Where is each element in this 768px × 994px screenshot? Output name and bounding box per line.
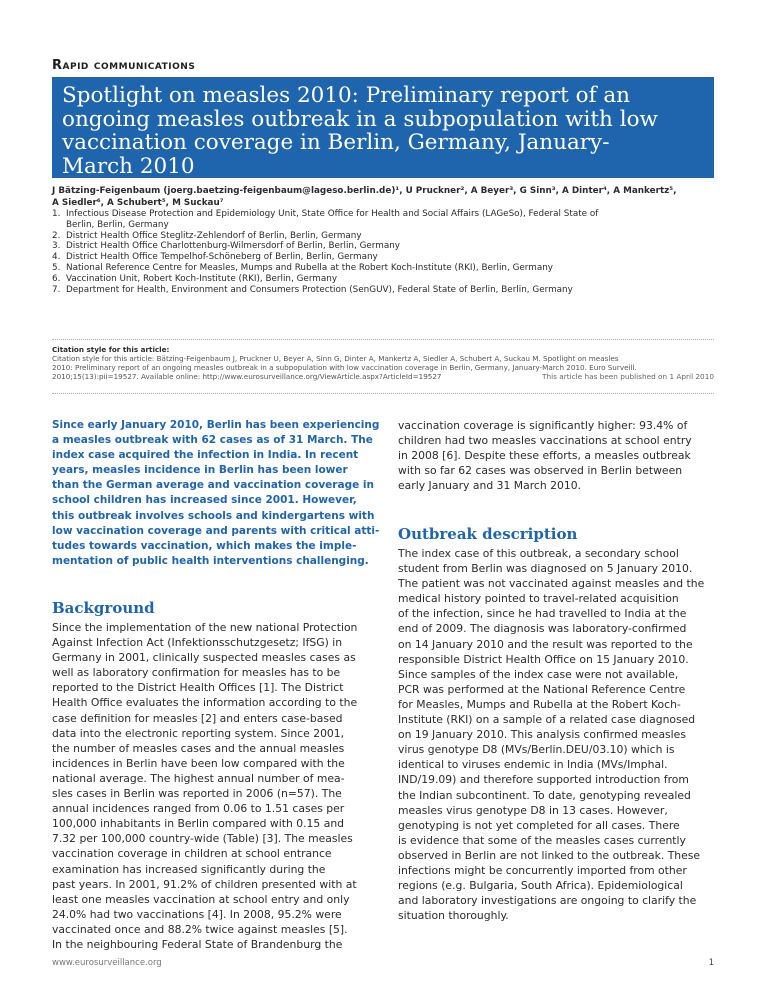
text-line: In the neighbouring Federal State of Brandenburg the: [52, 937, 343, 951]
text-line: index case acquired the infection in India. In recent: [52, 449, 359, 462]
affiliation-item: 7. Department for Health, Environment and Consumers Protection (SenGUV), Federal State of Berlin, Berlin, Germany: [52, 284, 573, 295]
text-line: medical history pointed to travel-related acquisition: [398, 592, 679, 606]
affiliation-item: 1. Infectious Disease Protection and Epidemiology Unit, State Office for Health and Social Affairs (LAGeSo), Federal State of: [52, 209, 599, 219]
text-line: measles virus genotype D8 in 13 cases. However,: [398, 803, 668, 817]
author-line: A Siedler⁶, A Schubert⁵, M Suckau⁷: [52, 197, 224, 208]
text-line: end of 2009. The diagnosis was laboratory-confirmed: [398, 622, 687, 636]
text-line: Germany in 2001, clinically suspected measles cases as: [52, 651, 356, 665]
text-line: and laboratory investigations are ongoing to clarify the: [398, 894, 697, 908]
author-line: J Bätzing-Feigenbaum (joerg.baetzing-feigenbaum@lageso.berlin.de)¹, U Pruckner², A Beyer³, G Sinn³, A Dinter⁴, A Mankertz⁵,: [52, 186, 677, 196]
text-line: virus genotype D8 (MVs/Berlin.DEU/03.10) which is: [398, 743, 675, 757]
title-line: ongoing measles outbreak in a subpopulation with low: [62, 106, 658, 132]
text-line: regions (e.g. Bulgaria, South Africa). Epidemiological: [398, 879, 683, 893]
text-line: responsible District Health Office on 15 January 2010.: [398, 652, 689, 666]
text-line: sles cases in Berlin was reported in 2006 (n=57). The: [52, 787, 342, 801]
text-line: vaccination coverage in children at school entrance: [52, 847, 332, 861]
text-line: vaccinated once and 88.2% twice against measles [5].: [52, 922, 348, 936]
text-line: the Indian subcontinent. To date, genotyping revealed: [398, 788, 691, 802]
page-number: 1: [708, 958, 714, 968]
text-line: Since samples of the index case were not available,: [398, 667, 679, 681]
text-line: of the infection, since he had travelled to India at the: [398, 607, 687, 621]
text-line: IND/19.09) and therefore supported introduction from: [398, 773, 689, 787]
right-intro-paragraph: [398, 418, 706, 493]
article-title: [52, 77, 714, 178]
text-line: The patient was not vaccinated against measles and the: [398, 577, 705, 591]
text-line: reported to the District Health Offices [1]. The District: [52, 681, 344, 695]
text-line: 7.32 per 100,000 country-wide (Table) [3]. The measles: [52, 832, 353, 846]
text-line: on 14 January 2010 and the result was reported to the: [398, 637, 693, 651]
title-line: March 2010: [62, 153, 195, 179]
text-line: the number of measles cases and the annual measles: [52, 741, 345, 755]
text-line: low vaccination coverage and parents with critical atti-: [52, 524, 380, 537]
text-line: incidences in Berlin have been low compared with the: [52, 756, 345, 770]
section-label: Rapid communications: [52, 58, 196, 73]
text-line: with so far 62 cases was observed in Berlin between: [398, 464, 683, 478]
text-line: on 19 January 2010. This analysis confirmed measles: [398, 728, 686, 742]
text-line: annual incidences ranged from 0.06 to 1.51 cases per: [52, 802, 345, 816]
text-line: genotyping is not yet completed for all cases. There: [398, 818, 680, 832]
affiliation-item: Berlin, Berlin, Germany: [66, 219, 169, 230]
text-line: Health Office evaluates the information according to the: [52, 696, 358, 710]
title-line: Spotlight on measles 2010: Preliminary report of an: [62, 83, 631, 108]
text-line: infections might be concurrently imported from other: [398, 863, 687, 877]
text-line: observed in Berlin are not linked to the outbreak. These: [398, 848, 701, 862]
outbreak-section: [398, 524, 706, 923]
text-line: examination has increased significantly during the: [52, 862, 326, 876]
text-line: PCR was performed at the National Reference Centre: [398, 682, 686, 696]
affiliation-item: 4. District Health Office Tempelhof-Schöneberg of Berlin, Berlin, Germany: [52, 252, 378, 263]
text-line: than the German average and vaccination coverage in: [52, 479, 374, 492]
text-line: in 2008 [6]. Despite these efforts, a measles outbreak: [398, 449, 691, 463]
text-line: mentation of public health interventions challenging.: [52, 554, 369, 567]
title-line: vaccination coverage in Berlin, Germany, January-: [62, 130, 610, 155]
affiliation-item: 5. National Reference Centre for Measles, Mumps and Rubella at the Robert Koch-Institute (RKI), Berlin, Germany: [52, 262, 554, 273]
text-line: The index case of this outbreak, a secondary school: [398, 547, 679, 560]
affiliation-item: 6. Vaccination Unit, Robert Koch-Institute (RKI), Berlin, Germany: [52, 273, 338, 284]
citation-heading: Citation style for this article:: [52, 345, 170, 354]
affiliation-list: [52, 209, 722, 295]
citation-line: Citation style for this article: Bätzing-Feigenbaum J, Pruckner U, Beyer A, Sinn G, Dinter A, Mankertz A, Siedler A, Schubert A, Suckau M. Spotlight on measles: [52, 353, 619, 363]
text-line: tudes towards vaccination, which makes the imple-: [52, 539, 357, 552]
lead-paragraph: [52, 418, 380, 569]
text-line: Since early January 2010, Berlin has been experiencing: [52, 419, 380, 431]
section-heading: Background: [52, 599, 155, 617]
text-line: Institute (RKI) on a sample of a related case diagnosed: [398, 713, 696, 727]
author-list: [52, 186, 722, 209]
text-line: past years. In 2001, 91.2% of children presented with at: [52, 877, 357, 891]
text-line: years, measles incidence in Berlin has been lower: [52, 464, 348, 477]
text-line: student from Berlin was diagnosed on 5 January 2010.: [398, 562, 693, 576]
text-line: this outbreak involves schools and kindergartens with: [52, 509, 375, 522]
text-line: least one measles vaccination at school entry and only: [52, 892, 350, 906]
text-line: Since the implementation of the new national Protection: [52, 621, 358, 634]
text-line: 24.0% had two vaccinations [4]. In 2008, 95.2% were: [52, 907, 342, 921]
text-line: 100,000 inhabitants in Berlin compared with 0.15 and: [52, 817, 345, 831]
text-line: a measles outbreak with 62 cases as of 31 March. The: [52, 434, 373, 447]
text-line: well as laboratory confirmation for measles has to be: [52, 666, 341, 680]
text-line: school children has increased since 2001. However,: [52, 494, 357, 507]
background-section: [52, 598, 360, 952]
section-heading: Outbreak description: [398, 525, 578, 543]
text-line: is evidence that some of the measles cases currently: [398, 833, 686, 847]
text-line: national average. The highest annual number of mea-: [52, 771, 345, 785]
text-line: Against Infection Act (Infektionsschutzgesetz; IfSG) in: [52, 636, 343, 650]
text-line: for Measles, Mumps and Rubella at the Robert Koch-: [398, 697, 681, 711]
footer-site-link[interactable]: www.eurosurveillance.org: [52, 958, 162, 968]
divider: [52, 393, 714, 394]
citation-link-line[interactable]: 2010;15(13):pii=19527. Available online: http://www.eurosurveillance.org/ViewArticle.aspx?ArticleId=19527: [52, 371, 442, 381]
text-line: situation thoroughly.: [398, 909, 509, 923]
text-line: vaccination coverage is significantly higher: 93.4% of: [398, 419, 688, 432]
text-line: early January and 31 March 2010.: [398, 479, 582, 493]
text-line: data into the electronic reporting system. Since 2001,: [52, 726, 345, 740]
text-line: case definition for measles [2] and enters case-based: [52, 711, 343, 725]
affiliation-item: 3. District Health Office Charlottenburg-Wilmersdorf of Berlin, Berlin, Germany: [52, 241, 401, 252]
affiliation-item: 2. District Health Office Steglitz-Zehlendorf of Berlin, Berlin, Germany: [52, 230, 362, 241]
published-note: This article has been published on 1 April 2010: [542, 372, 714, 381]
citation-line: 2010: Preliminary report of an ongoing measles outbreak in a subpopulation with low vaccination coverage in Berlin, Germany, January-March 2010. Euro Surveill.: [52, 362, 637, 372]
divider: [52, 339, 714, 340]
text-line: identical to viruses endemic in India (MVs/Imphal.: [398, 758, 668, 772]
text-line: children had two measles vaccinations at school entry: [398, 434, 692, 448]
